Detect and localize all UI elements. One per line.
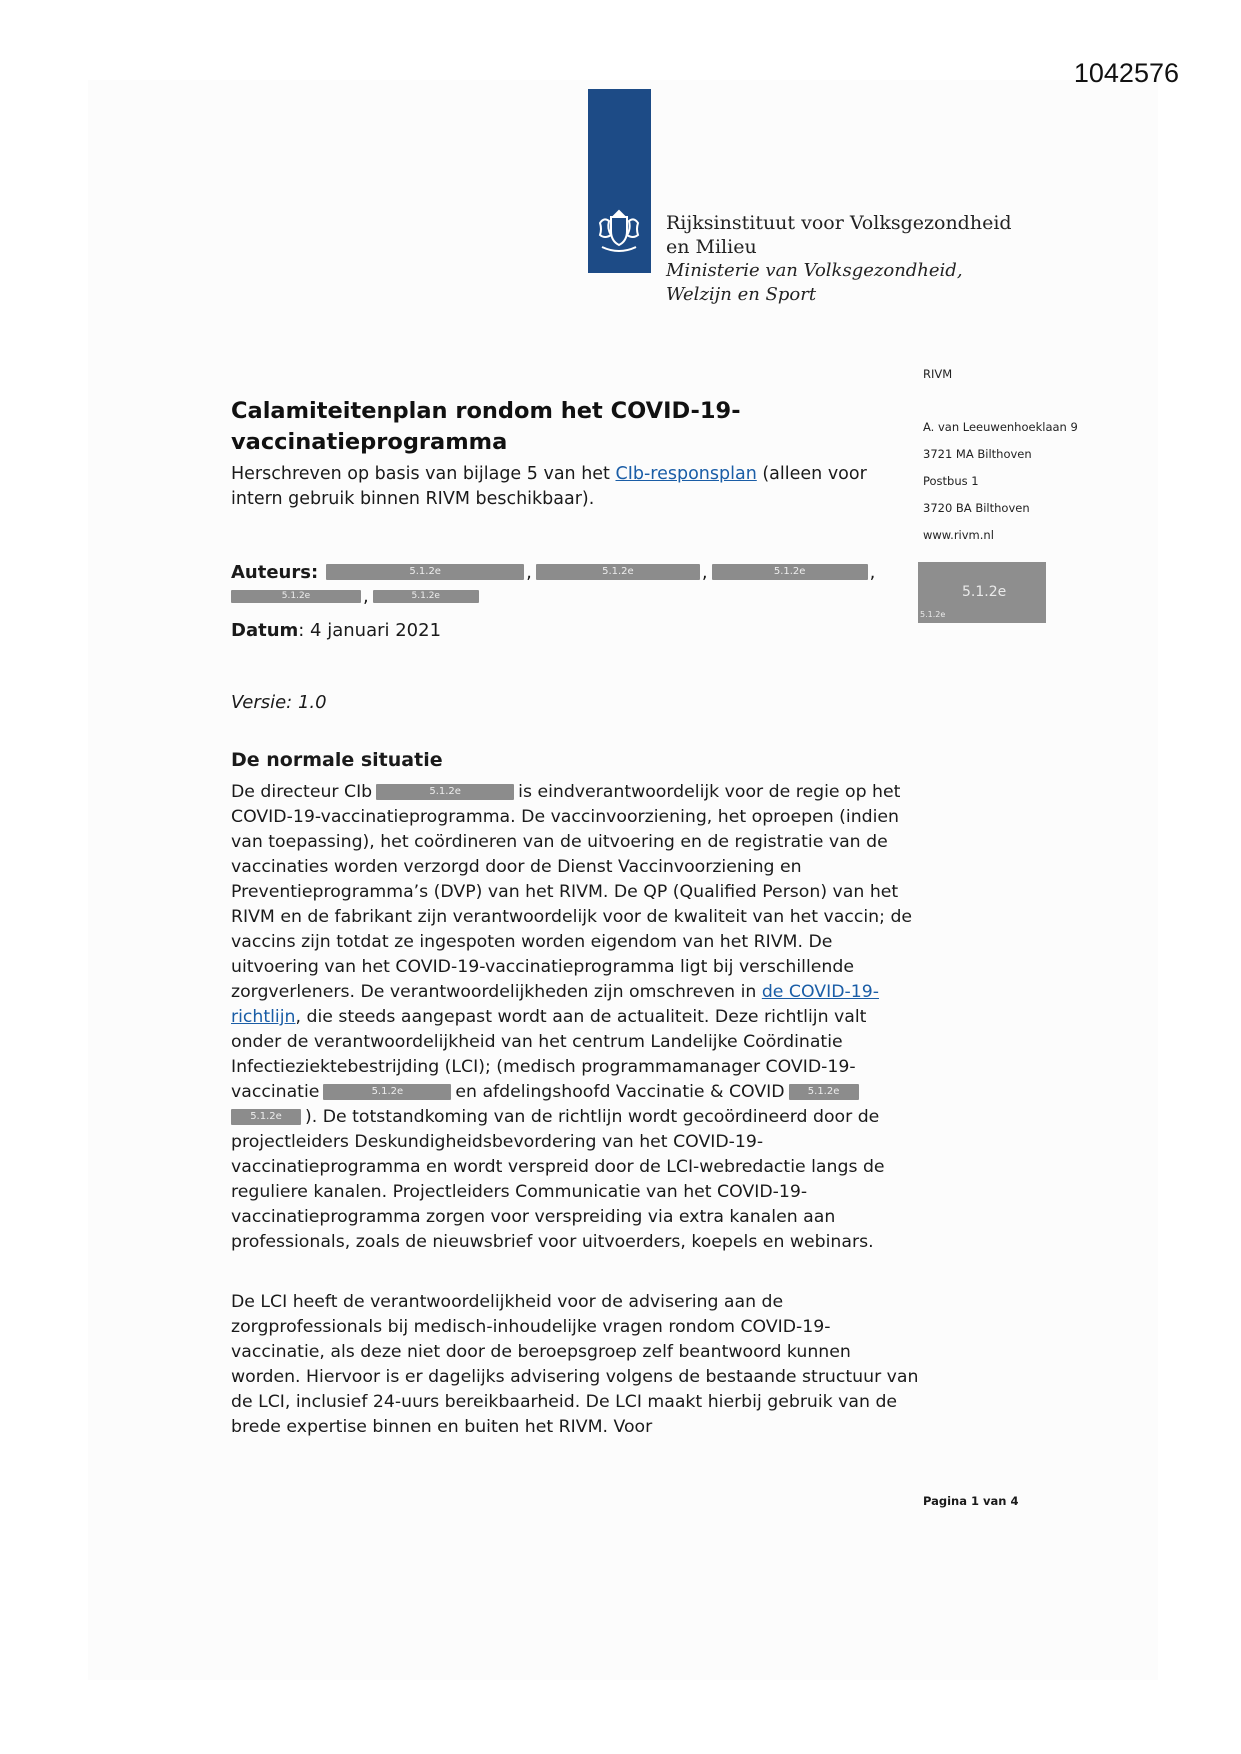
subtitle-text: Herschreven op basis van bijlage 5 van het: [231, 464, 616, 484]
redacted-author: 5.1.2e: [712, 564, 868, 580]
coat-of-arms-icon: [592, 205, 647, 255]
date-value: : 4 januari 2021: [298, 620, 442, 641]
sidebar-address-line: A. van Leeuwenhoeklaan 9: [923, 420, 1078, 434]
paragraph-text: en afdelingshoofd Vaccinatie & COVID: [455, 1082, 785, 1102]
logo-ministry-line-1: Ministerie van Volksgezondheid,: [666, 260, 963, 281]
rijksoverheid-logo-bar: [588, 89, 651, 273]
redaction-code-small: 5.1.2e: [920, 610, 946, 619]
redaction-box: 5.1.2e: [323, 1084, 451, 1100]
author-separator: ,: [363, 585, 369, 607]
sidebar-redaction-block: [918, 562, 1046, 623]
paragraph-text: De directeur CIb: [231, 782, 373, 802]
redacted-author: 5.1.2e: [536, 564, 700, 580]
date-label: Datum: [231, 620, 299, 641]
document-date: [231, 620, 441, 641]
document-id: 1042576: [1073, 58, 1179, 88]
covid-richtlijn-link[interactable]: de COVID-19-richtlijn: [231, 982, 879, 1027]
redacted-author: 5.1.2e: [231, 590, 361, 603]
document-version: Versie: 1.0: [231, 692, 327, 713]
sidebar-website: www.rivm.nl: [923, 528, 994, 542]
sidebar-address-line: 3720 BA Bilthoven: [923, 501, 1030, 515]
page-number: Pagina 1 van 4: [923, 1494, 1019, 1508]
redaction-box: 5.1.2e: [789, 1084, 859, 1100]
redaction-box: 5.1.2e: [376, 784, 514, 800]
author-separator: ,: [701, 561, 708, 583]
redaction-code: 5.1.2e: [962, 584, 1007, 600]
logo-org-line-2: en Milieu: [666, 236, 757, 258]
logo-ministry-line-2: Welzijn en Sport: [666, 284, 817, 305]
section-paragraph: De LCI heeft de verantwoordelijkheid voor de advisering aan de zorgprofessionals bij medisch-inhoudelijke vragen rondom COVID-19-vaccinatie, als deze niet door de beroepsgroep zelf beantwoord kunnen worden. Hiervoor is er dagelijks advisering volgens de bestaande structuur van de LCI, inclusief 24-uurs bereikbaarheid. De LCI maakt hierbij gebruik van de brede expertise binnen en buiten het RIVM. Voor: [231, 1292, 919, 1437]
logo-org-line-1: Rijksinstituut voor Volksgezondheid: [666, 212, 1012, 234]
redacted-author: 5.1.2e: [373, 590, 479, 603]
paragraph-text: , die steeds aangepast wordt aan de actualiteit. Deze richtlijn valt onder de verantwoordelijkheid van het centrum Landelijke Coördinatie Infectieziektebestrijding (LCI); (medisch programmamanager COVID-19-vaccinatie: [231, 1007, 867, 1102]
redaction-box: 5.1.2e: [231, 1109, 301, 1125]
redacted-author: 5.1.2e: [326, 564, 524, 580]
document-title: Calamiteitenplan rondom het COVID-19-vaccinatieprogramma: [231, 398, 741, 455]
sidebar-org: RIVM: [923, 367, 953, 381]
paragraph-text: is eindverantwoordelijk voor de regie op het COVID-19-vaccinatieprogramma. De vaccinvoorziening, het oproepen (indien van toepassing), het coördineren van de uitvoering en de registratie van de vaccinaties worden verzorgd door de Dienst Vaccinvoorziening en Preventieprogramma’s (DVP) van het RIVM. De QP (Qualified Person) van het RIVM en de fabrikant zijn verantwoordelijk voor de kwaliteit van het vaccin; de vaccins zijn totdat ze ingespoten worden eigendom van het RIVM. De uitvoering van het COVID-19-vaccinatieprogramma ligt bij verschillende zorgverleners. De verantwoordelijkheden zijn omschreven in: [231, 782, 913, 1002]
cib-responsplan-link[interactable]: CIb-responsplan: [615, 464, 757, 484]
sidebar-address-line: Postbus 1: [923, 474, 979, 488]
authors-label: Auteurs:: [231, 561, 319, 583]
section-paragraph: [231, 780, 921, 1255]
subtitle-text: (alleen voor intern gebruik binnen RIVM beschikbaar).: [231, 464, 867, 509]
authors-block: [231, 560, 879, 608]
document-subtitle: [231, 462, 911, 512]
sidebar-address-line: 3721 MA Bilthoven: [923, 447, 1032, 461]
section-title: De normale situatie: [231, 749, 443, 771]
author-separator: ,: [526, 561, 532, 583]
author-separator: ,: [869, 561, 876, 583]
paragraph-text: ). De totstandkoming van de richtlijn wordt gecoördineerd door de projectleiders Deskundigheidsbevordering van het COVID-19-vaccinatieprogramma en wordt verspreid door de LCI-webredactie langs de reguliere kanalen. Projectleiders Communicatie van het COVID-19-vaccinatieprogramma zorgen voor verspreiding via extra kanalen aan professionals, zoals de nieuwsbrief voor uitvoerders, koepels en webinars.: [231, 1107, 885, 1252]
